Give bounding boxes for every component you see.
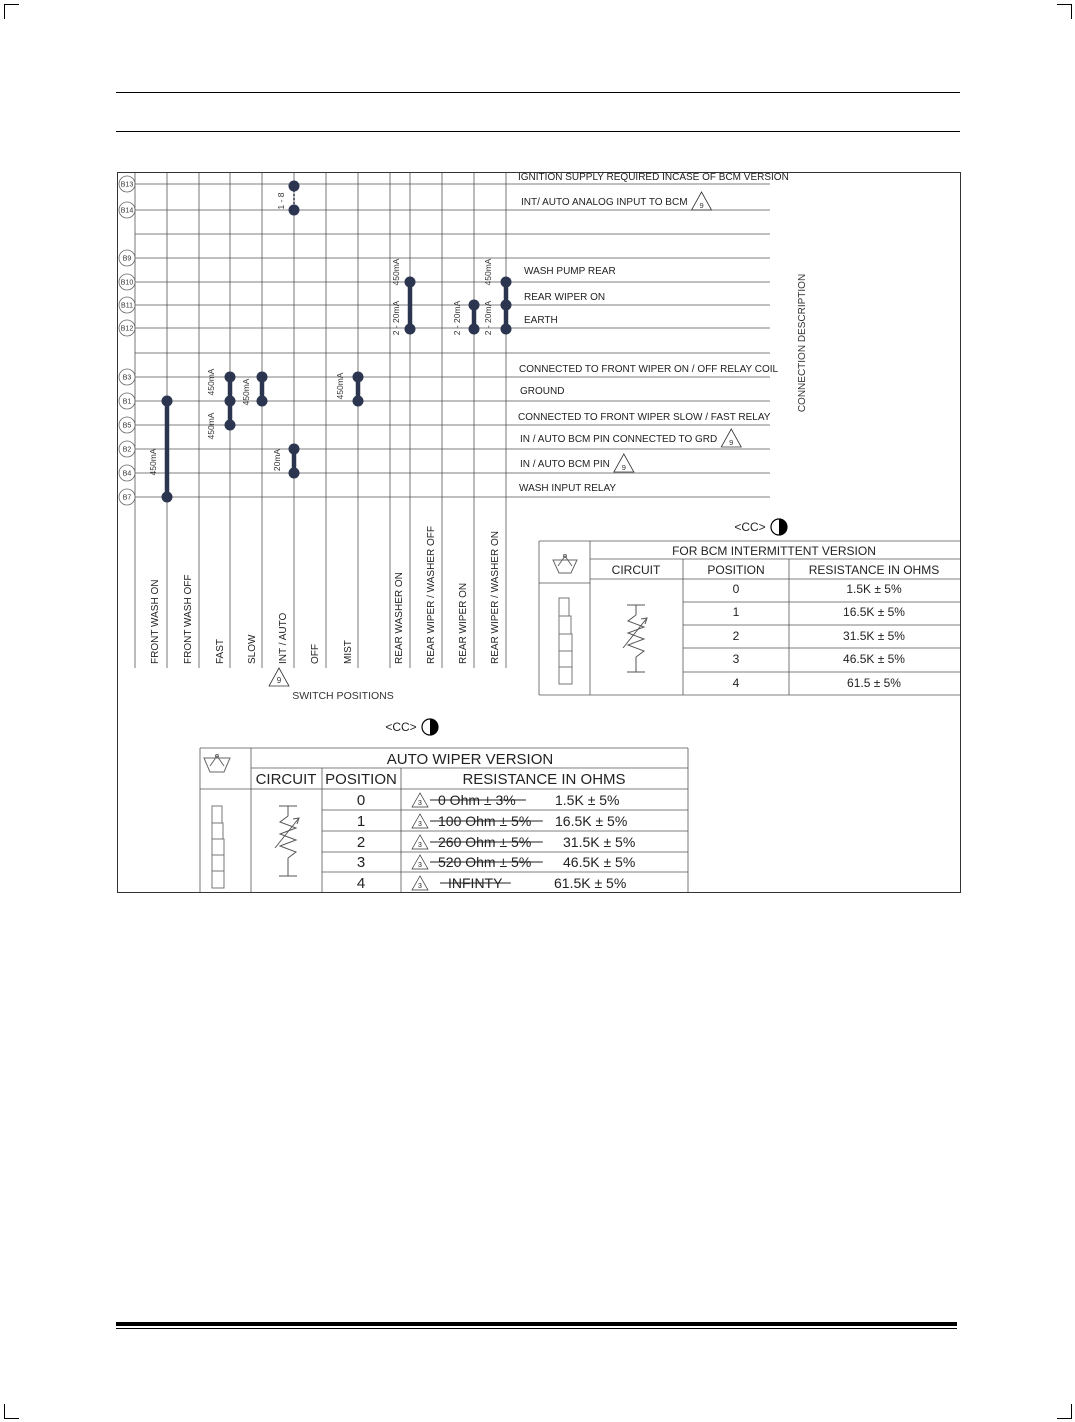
- connection-label: CONNECTED TO FRONT WIPER ON / OFF RELAY COIL: [519, 364, 779, 375]
- note-number: 3: [418, 821, 422, 828]
- table-row: [357, 834, 635, 851]
- cc-marker-bcm: [734, 519, 787, 535]
- switch-position-label: REAR WIPER / WASHER OFF: [426, 526, 437, 664]
- switch-position-label: REAR WASHER ON: [394, 572, 405, 664]
- position-cell: 3: [732, 652, 740, 666]
- table-row: [357, 854, 635, 871]
- bcm-header-position: POSITION: [707, 563, 765, 577]
- switch-contact-dot: [257, 372, 268, 383]
- connection-label: EARTH: [524, 315, 558, 326]
- half-circle-icon: [422, 719, 438, 735]
- current-labels: [148, 192, 493, 475]
- connection-label: WASH INPUT RELAY: [519, 483, 617, 494]
- table-row: [357, 875, 626, 892]
- auto-header-circuit: CIRCUIT: [255, 771, 317, 788]
- switch-contact-dot: [225, 396, 236, 407]
- switch-contact-dot: [501, 324, 512, 335]
- switch-positions-note: [269, 668, 289, 686]
- bcm-header-circuit: CIRCUIT: [611, 563, 661, 577]
- resistance-cell: 1.5K ± 5%: [555, 792, 620, 808]
- table-row: [733, 605, 906, 619]
- position-cell: 1: [356, 813, 366, 830]
- switch-contact-dot: [353, 372, 364, 383]
- switch-contact-dot: [469, 324, 480, 335]
- switch-position-label: FAST: [215, 638, 226, 664]
- switch-position-labels: [150, 526, 501, 664]
- current-label: 2 - 20mA: [483, 300, 493, 336]
- position-cell: 2: [732, 629, 740, 643]
- position-cell: 2: [356, 834, 366, 851]
- bcm-intermittent-table: [539, 541, 960, 695]
- current-label: 1 - 8: [276, 192, 286, 210]
- table-row: [733, 629, 906, 643]
- pin-label: B12: [120, 325, 134, 333]
- pin-label: B4: [122, 470, 132, 478]
- switch-position-label: OFF: [310, 644, 321, 664]
- switch-position-label: FRONT WASH ON: [150, 579, 161, 664]
- switch-position-label: INT / AUTO: [278, 612, 289, 664]
- auto-table-title: AUTO WIPER VERSION: [386, 751, 554, 768]
- connection-label: GROUND: [520, 386, 565, 397]
- pin-label: B13: [120, 181, 134, 189]
- note-number: 9: [276, 676, 282, 685]
- resistance-cell: 61.5K ± 5%: [554, 875, 627, 891]
- note-number: 3: [418, 862, 422, 869]
- auto-wiper-table: [200, 748, 688, 892]
- position-cell: 0: [732, 582, 740, 596]
- switch-position-label: MIST: [343, 640, 354, 664]
- note-number: 3: [418, 800, 422, 807]
- switch-position-label: REAR WIPER / WASHER ON: [490, 531, 501, 664]
- struck-old-value: 520 Ohm ± 5%: [438, 854, 532, 870]
- auto-header-resistance: RESISTANCE IN OHMS: [462, 771, 626, 788]
- resistance-cell: 31.5K ± 5%: [843, 629, 905, 643]
- bcm-header-resistance: RESISTANCE IN OHMS: [808, 563, 940, 577]
- bcm-table-title: FOR BCM INTERMITTENT VERSION: [672, 544, 876, 558]
- connection-description-label: CONNECTION DESCRIPTION: [797, 273, 808, 413]
- pin-label: B7: [122, 494, 132, 502]
- table-row: [733, 676, 902, 690]
- connection-descriptions: [518, 172, 789, 494]
- switch-position-label: FRONT WASH OFF: [183, 574, 194, 664]
- current-label: 450mA: [335, 372, 345, 400]
- current-label: 20mA: [272, 448, 282, 472]
- switch-contact-dot: [501, 277, 512, 288]
- note-number: 9: [699, 201, 704, 210]
- switch-contact-dot: [225, 372, 236, 383]
- table-row: [357, 813, 627, 830]
- pin-label: B3: [122, 374, 132, 382]
- struck-old-value: 100 Ohm ± 5%: [438, 813, 532, 829]
- wiper-icon: [204, 755, 230, 773]
- auto-header-position: POSITION: [325, 771, 397, 788]
- pin-label: B5: [122, 422, 132, 430]
- cc-marker-auto: [385, 719, 438, 735]
- resistance-cell: 61.5 ± 5%: [847, 676, 901, 690]
- table-row: [733, 582, 902, 596]
- resistance-cell: 46.5K ± 5%: [843, 652, 905, 666]
- position-cell: 3: [356, 854, 366, 871]
- connection-label: CONNECTED TO FRONT WIPER SLOW / FAST RELAY: [518, 412, 771, 423]
- pin-label: B11: [121, 302, 133, 310]
- note-number: 9: [729, 438, 734, 447]
- switch-contact-dot: [257, 396, 268, 407]
- wiper-icon: [553, 555, 577, 574]
- resistance-cell: 1.5K ± 5%: [846, 582, 902, 596]
- switch-stack-icon: [212, 806, 224, 888]
- pin-label: B9: [122, 255, 132, 263]
- pin-labels: [119, 176, 135, 505]
- switch-positions-label: SWITCH POSITIONS: [292, 690, 394, 702]
- note-number: 9: [621, 463, 626, 472]
- cc-label: <CC>: [734, 520, 766, 534]
- resistance-cell: 46.5K ± 5%: [563, 854, 636, 870]
- resistance-cell: 16.5K ± 5%: [555, 813, 628, 829]
- struck-old-value: INFINTY: [448, 875, 503, 891]
- connection-label: WASH PUMP REAR: [524, 266, 616, 277]
- switch-stack-icon: [559, 598, 572, 684]
- table-row: [357, 792, 620, 809]
- switch-contact-dot: [353, 396, 364, 407]
- switch-contact-dot: [405, 324, 416, 335]
- table-row: [733, 652, 906, 666]
- position-cell: 4: [732, 676, 740, 690]
- switch-contact-dot: [162, 396, 173, 407]
- switch-contact-dot: [469, 300, 480, 311]
- switch-contact-dot: [289, 205, 300, 216]
- switch-contact-dot: [405, 277, 416, 288]
- connection-label: IN / AUTO BCM PIN: [520, 459, 610, 470]
- position-cell: 4: [356, 875, 366, 892]
- switch-contact-dot: [225, 420, 236, 431]
- switch-bars: [162, 181, 512, 503]
- current-label: 450mA: [483, 258, 493, 286]
- current-label: 2 - 20mA: [452, 300, 462, 336]
- struck-old-value: 260 Ohm ± 5%: [438, 834, 532, 850]
- note-number: 3: [418, 842, 422, 849]
- current-label: 450mA: [206, 368, 216, 396]
- switch-contact-dot: [289, 181, 300, 192]
- resistance-cell: 16.5K ± 5%: [843, 605, 905, 619]
- current-label: 450mA: [206, 412, 216, 440]
- switch-contact-dot: [289, 468, 300, 479]
- position-cell: 1: [732, 605, 740, 619]
- resistance-cell: 31.5K ± 5%: [563, 834, 636, 850]
- variable-resistor-icon: [623, 605, 647, 672]
- current-label: 450mA: [391, 258, 401, 286]
- connection-label: REAR WIPER ON: [524, 292, 606, 303]
- switch-contact-dot: [289, 444, 300, 455]
- note-number: 3: [418, 883, 422, 890]
- switch-position-label: REAR WIPER ON: [458, 582, 469, 664]
- current-label: 2 - 20mA: [391, 300, 401, 336]
- pin-label: B10: [120, 279, 134, 287]
- pin-label: B2: [122, 446, 132, 454]
- current-label: 450mA: [241, 378, 251, 406]
- pin-label: B1: [122, 398, 132, 406]
- struck-old-value: 0 Ohm ± 3%: [438, 792, 516, 808]
- switch-position-label: SLOW: [247, 634, 258, 664]
- connection-label: IN / AUTO BCM PIN CONNECTED TO GRD: [520, 434, 718, 445]
- position-cell: 0: [356, 792, 366, 809]
- cc-label: <CC>: [385, 720, 417, 734]
- connection-label: IGNITION SUPPLY REQUIRED INCASE OF BCM VERSION: [518, 172, 789, 183]
- connection-label: INT/ AUTO ANALOG INPUT TO BCM: [521, 197, 688, 208]
- variable-resistor-icon: [275, 806, 299, 876]
- half-circle-icon: [771, 519, 787, 535]
- current-label: 450mA: [148, 448, 158, 476]
- pin-label: B14: [120, 207, 134, 215]
- switch-contact-dot: [501, 300, 512, 311]
- switch-contact-dot: [162, 492, 173, 503]
